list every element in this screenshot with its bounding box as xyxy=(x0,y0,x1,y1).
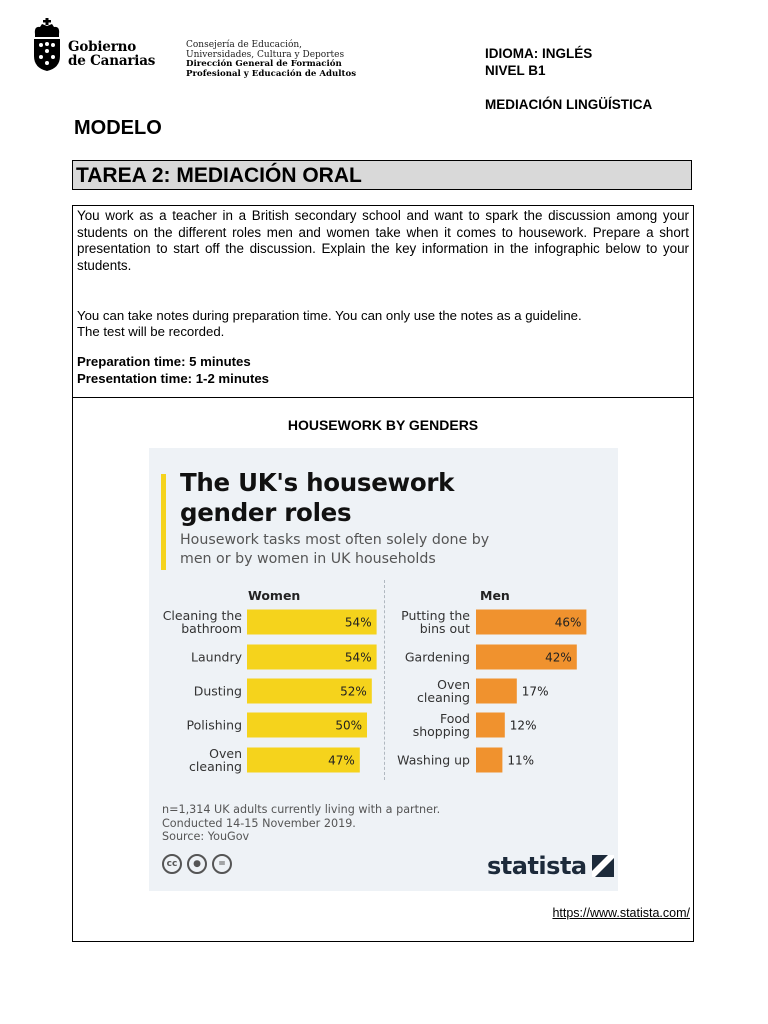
men-category-label-4-line1: Food xyxy=(440,711,470,726)
men-value-label-4: 12% xyxy=(509,718,537,733)
task-description: You work as a teacher in a British secondary school and want to spark the discussion among your students on the different roles men and women take when it comes to housework. Prepare a short presentation to start off the discussion. Explain the key information in the infographic below to your students. xyxy=(77,208,689,273)
gov-name-line2: de Canarias xyxy=(68,53,156,69)
modelo-heading: MODELO xyxy=(74,117,162,139)
women-category-label-3: Dusting xyxy=(193,683,242,699)
women-category-label-1-line2: bathroom xyxy=(181,621,242,636)
cc-icon: cc xyxy=(162,854,182,874)
men-category-label-5: Washing up xyxy=(397,752,470,768)
infographic-footnote xyxy=(162,803,440,844)
footnote-line3: Source: YouGov xyxy=(162,830,250,843)
creative-commons-badges xyxy=(162,854,232,874)
presentation-time: Presentation time: 1-2 minutes xyxy=(77,371,269,386)
gov-name-line1: Gobierno xyxy=(68,39,137,55)
women-value-label-2: 54% xyxy=(344,650,372,665)
dept-line4: Profesional y Educación de Adultos xyxy=(186,68,357,79)
dept-line1: Consejería de Educación, xyxy=(186,40,303,50)
men-value-label-3: 17% xyxy=(521,684,549,699)
men-value-label-5: 11% xyxy=(507,753,535,768)
gobierno-de-canarias-logo xyxy=(30,18,170,76)
women-value-label-3: 52% xyxy=(340,684,367,699)
women-value-label-1: 54% xyxy=(344,615,372,630)
tarea-title: TAREA 2: MEDIACIÓN ORAL xyxy=(72,160,692,190)
government-name xyxy=(68,40,155,68)
women-category-label-1-line1: Cleaning the xyxy=(162,608,242,623)
men-column-heading: Men xyxy=(480,588,510,603)
women-category-label-2: Laundry xyxy=(191,649,242,665)
section-heading: HOUSEWORK BY GENDERS xyxy=(287,417,479,433)
men-category-label-1-line1: Putting the xyxy=(401,608,470,623)
statista-source-link[interactable]: https://www.statista.com/ xyxy=(552,906,690,920)
statista-wordmark: statista xyxy=(487,852,587,880)
time-limits xyxy=(77,353,269,387)
men-bar-3 xyxy=(476,679,517,704)
men-category-label-2: Gardening xyxy=(404,649,470,665)
department-name xyxy=(186,41,356,79)
women-column-heading: Women xyxy=(248,588,301,603)
men-value-label-1: 46% xyxy=(554,615,582,630)
nivel-label: NIVEL B1 xyxy=(485,63,546,78)
infographic-subtitle: Housework tasks most often solely done by men or by women in UK households xyxy=(180,532,490,567)
idioma-label: IDIOMA: INGLÉS xyxy=(485,46,593,61)
footnote-line1: n=1,314 UK adults currently living with a partner. xyxy=(162,803,441,816)
notes-line2: The test will be recorded. xyxy=(77,323,225,339)
women-value-label-5: 47% xyxy=(328,753,355,768)
men-category-label-3-line1: Oven xyxy=(437,677,470,692)
attribution-icon: ● xyxy=(187,854,207,874)
statista-mark-icon xyxy=(592,855,614,877)
infographic-title: The UK's housework gender roles xyxy=(180,468,455,527)
men-category-label-1-line2: bins out xyxy=(419,621,470,636)
dept-line3: Dirección General de Formación xyxy=(186,59,342,69)
task-instructions xyxy=(77,208,689,274)
canarias-crest-icon xyxy=(30,18,64,72)
men-bar-4 xyxy=(476,713,505,738)
preparation-time: Preparation time: 5 minutes xyxy=(77,354,251,369)
men-category-label-3-line2: cleaning xyxy=(417,690,470,705)
mediacion-label: MEDIACIÓN LINGÜÍSTICA xyxy=(485,97,653,112)
statista-logo xyxy=(487,852,614,880)
exam-meta xyxy=(485,45,652,113)
section-divider xyxy=(73,397,693,398)
dept-line2: Universidades, Cultura y Deportes xyxy=(186,49,345,60)
notes-text xyxy=(77,308,582,339)
housework-bar-chart xyxy=(149,448,618,788)
women-category-label-5-line2: cleaning xyxy=(189,759,242,774)
men-value-label-2: 42% xyxy=(545,650,572,665)
women-value-label-4: 50% xyxy=(335,718,362,733)
women-category-label-5-line1: Oven xyxy=(209,746,242,761)
footnote-line2: Conducted 14-15 November 2019. xyxy=(162,816,356,830)
no-derivatives-icon: = xyxy=(212,854,232,874)
women-category-label-4: Polishing xyxy=(186,717,242,733)
men-bar-5 xyxy=(476,748,502,773)
notes-line1: You can take notes during preparation time. You can only use the notes as a guideline. xyxy=(77,308,582,323)
men-category-label-4-line2: shopping xyxy=(412,724,470,739)
housework-infographic xyxy=(149,448,618,891)
